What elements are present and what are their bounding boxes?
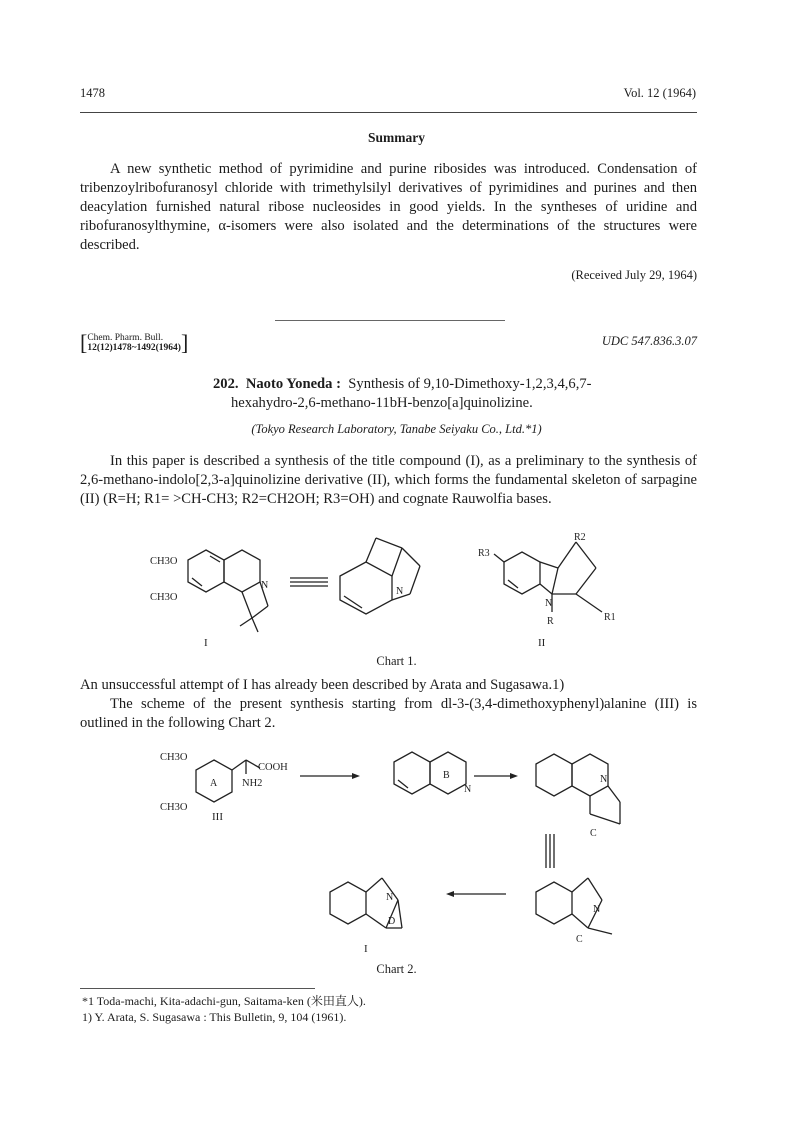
footnote-1: *1 Toda-machi, Kita-adachi-gun, Saitama-ken (米田直人). [82,994,366,1008]
compound-I-final-structure [330,878,402,955]
methoxy-III-bottom: CH3O [160,802,188,813]
paragraph-2 [80,676,697,733]
chart2-scheme [150,742,630,957]
title-line1: Synthesis of 9,10-Dimethoxy-1,2,3,4,6,7- [348,376,592,392]
journal-ref-line2: 12(12)1478~1492(1964) [87,343,181,353]
section-divider [275,320,505,321]
substituent-R3: R3 [478,548,490,559]
compound-II-structure [478,532,616,648]
atom-N-I-final: N [386,892,394,903]
amino-group: NH2 [242,778,263,789]
atom-N-I-3d: N [396,586,404,597]
ring-A-label: A [210,778,218,789]
arrow-3 [446,891,506,897]
methoxy-group-10: CH3O [150,592,178,603]
label-compound-I: I [204,637,208,648]
ring-D-label: D [388,916,396,927]
article-number: 202. [213,376,239,392]
equivalence-vertical [546,834,554,868]
footnote-rule [80,988,315,989]
substituent-R: R [547,616,554,627]
atom-N-I: N [261,580,269,591]
label-compound-II: II [538,637,546,648]
atom-N-II: N [545,598,553,609]
udc-code: UDC 547.836.3.07 [601,334,697,348]
paragraph-2-line2: The scheme of the present synthesis starting from dl-3-(3,4-dimethoxyphenyl)alanine (III) is outlined in the following Chart 2. [80,696,697,731]
summary-paragraph: A new synthetic method of pyrimidine and purine ribosides was introduced. Condensation of tribenzoylribofuranosyl chloride with trimethylsilyl derivatives of pyrimidines and purines and then deacylation furnished natural ribose nucleosides in good yields. In the syntheses of uridine and ribofuranosylthymine, α-isomers were also isolated and the determinations of the structures were described. [80,161,697,253]
intermediate-B-structure [394,752,471,795]
title-line2: hexahydro-2,6-methano-11bH-benzo[a]quinolizine. [231,395,533,411]
atom-N-B: N [464,784,472,795]
chart2-caption: Chart 2. [376,962,417,976]
methoxy-group-9: CH3O [150,556,178,567]
ring-C-label: C [590,828,597,839]
substituent-R1: R1 [604,612,616,623]
article-title [213,375,592,413]
journal-reference: [Chem. Pharm. Bull. 12(12)1478~1492(1964)] [80,330,189,355]
equivalence-sign [290,578,328,586]
label-compound-III: III [212,811,223,823]
page-number: 1478 [80,86,105,100]
methoxy-III-top: CH3O [160,752,188,763]
chart1-caption: Chart 1. [376,654,417,668]
intermediate-C-3d-structure [536,878,612,945]
substituent-R2: R2 [574,532,586,543]
intro-paragraph: In this paper is described a synthesis of the title compound (I), as a preliminary to the synthesis of 2,6-methano-indolo[2,3-a]quinolizine derivative (II), which forms the fundamental skeleton of sarpagine (II) (R=H; R1= >CH-CH3; R2=CH2OH; R3=OH) and cognate Rauwolfia bases. [80,453,697,507]
chart1-structures [140,528,700,648]
ring-C-label-3d: C [576,934,583,945]
journal-ref-line1: Chem. Pharm. Bull. [87,333,164,343]
atom-N-C: N [600,774,608,785]
carboxyl-group: COOH [258,762,288,773]
compound-III-structure [160,752,288,823]
atom-N-C-3d: N [593,904,601,915]
compound-I-structure [150,550,268,648]
intermediate-C-structure [536,754,620,839]
ring-B-label: B [443,770,450,781]
arrow-1 [300,773,360,779]
received-date: (Received July 29, 1964) [571,268,697,282]
volume-label: Vol. 12 (1964) [623,86,696,100]
header-rule [80,112,697,113]
article-author: Naoto Yoneda : [245,376,341,392]
arrow-2 [474,773,518,779]
paragraph-2-line1: An unsuccessful attempt of I has already been described by Arata and Sugasawa.1) [80,677,565,693]
compound-I-3d-structure [340,538,420,614]
label-compound-I-final: I [364,943,368,955]
summary-heading: Summary [368,130,425,145]
footnote-2: 1) Y. Arata, S. Sugasawa : This Bulletin, 9, 104 (1961). [82,1010,347,1024]
affiliation: (Tokyo Research Laboratory, Tanabe Seiyaku Co., Ltd.*1) [251,422,542,436]
